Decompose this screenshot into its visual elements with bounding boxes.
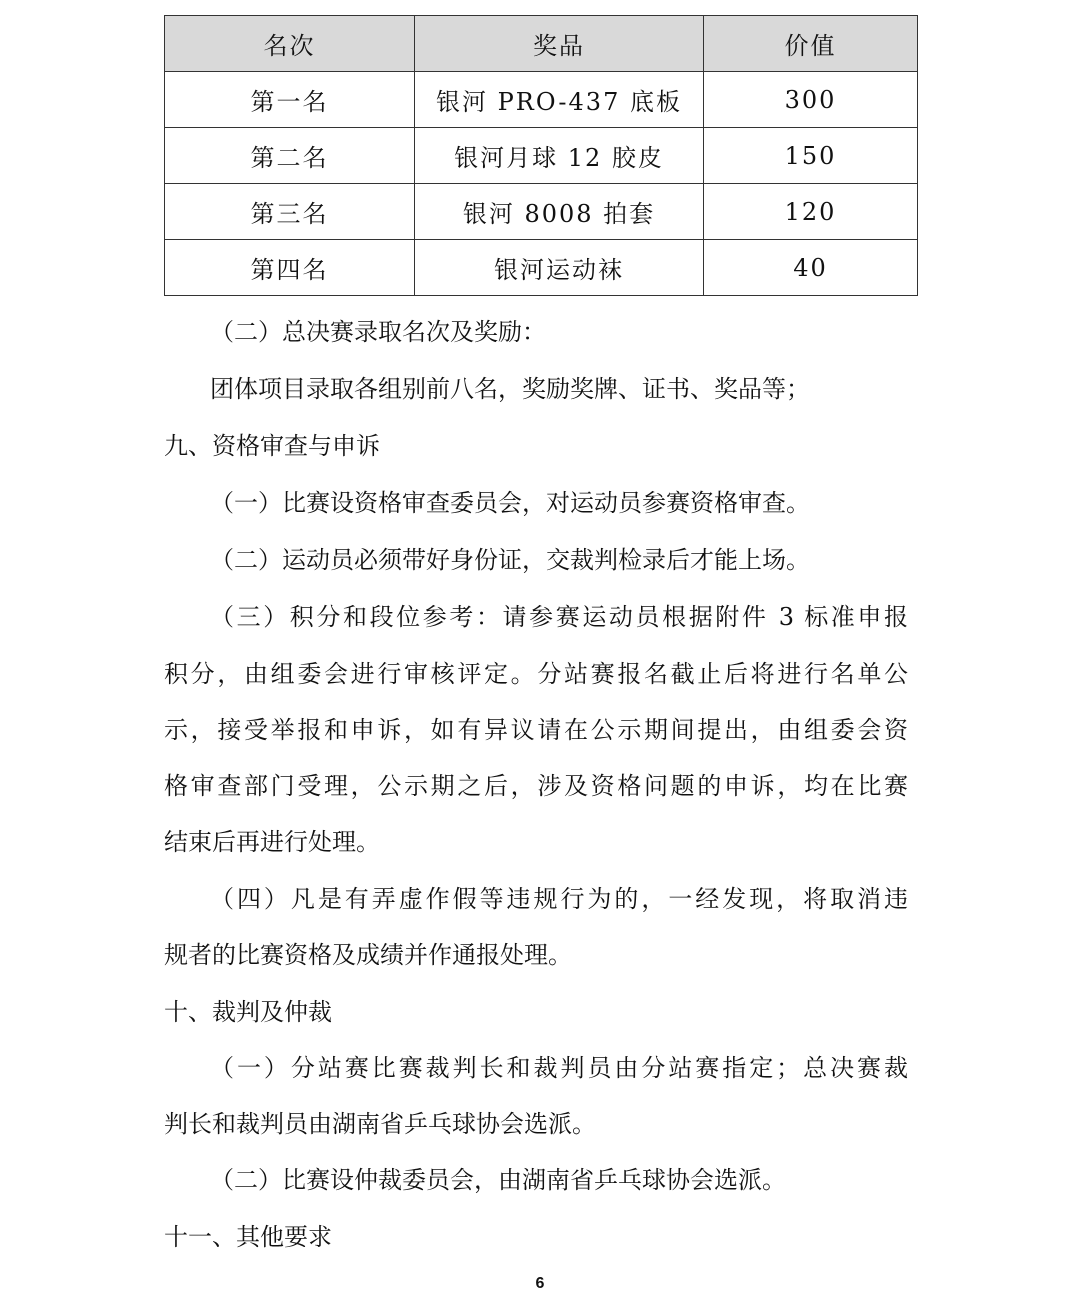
section-heading-9: 九、资格审查与申诉 <box>164 432 380 460</box>
header-prize: 奖品 <box>415 16 704 72</box>
section-heading-10: 十、裁判及仲裁 <box>164 998 332 1026</box>
paragraph-points-line-4: 格审查部门受理，公示期之后，涉及资格问题的申诉，均在比赛 <box>164 772 908 800</box>
cell-prize: 银河 8008 拍套 <box>415 184 704 240</box>
cell-prize: 银河 PRO-437 底板 <box>415 72 704 128</box>
cell-prize: 银河运动袜 <box>415 240 704 296</box>
paragraph-points-line-5: 结束后再进行处理。 <box>164 828 380 856</box>
paragraph-arbitration: （二）比赛设仲裁委员会，由湖南省乒乓球协会选派。 <box>210 1166 786 1194</box>
table-row <box>165 184 918 240</box>
paragraph-points-line-1: （三）积分和段位参考：请参赛运动员根据附件 3 标准申报 <box>210 603 908 631</box>
prize-table <box>164 15 918 296</box>
cell-rank: 第三名 <box>165 184 415 240</box>
paragraph-points-line-2: 积分，由组委会进行审核评定。分站赛报名截止后将进行名单公 <box>164 660 908 688</box>
paragraph-qualification-committee: （一）比赛设资格审查委员会，对运动员参赛资格审查。 <box>210 489 810 517</box>
cell-rank: 第二名 <box>165 128 415 184</box>
cell-rank: 第一名 <box>165 72 415 128</box>
paragraph-referees-line-1: （一）分站赛比赛裁判长和裁判员由分站赛指定；总决赛裁 <box>210 1054 908 1082</box>
paragraph-referees-line-2: 判长和裁判员由湖南省乒乓球协会选派。 <box>164 1110 596 1138</box>
table-row <box>165 128 918 184</box>
table-header-row <box>165 16 918 72</box>
paragraph-id-requirement: （二）运动员必须带好身份证，交裁判检录后才能上场。 <box>210 546 810 574</box>
cell-value: 300 <box>704 72 918 128</box>
paragraph-team-awards: 团体项目录取各组别前八名，奖励奖牌、证书、奖品等； <box>210 375 810 403</box>
section-heading-11: 十一、其他要求 <box>164 1223 332 1251</box>
table-row <box>165 72 918 128</box>
paragraph-fraud-line-2: 规者的比赛资格及成绩并作通报处理。 <box>164 941 572 969</box>
paragraph-points-line-3: 示，接受举报和申诉，如有异议请在公示期间提出，由组委会资 <box>164 716 908 744</box>
page-number: 6 <box>535 1275 545 1292</box>
cell-prize: 银河月球 12 胶皮 <box>415 128 704 184</box>
cell-value: 120 <box>704 184 918 240</box>
paragraph-fraud-line-1: （四）凡是有弄虚作假等违规行为的，一经发现，将取消违 <box>210 885 908 913</box>
cell-rank: 第四名 <box>165 240 415 296</box>
paragraph-final-ranking: （二）总决赛录取名次及奖励： <box>210 318 546 346</box>
cell-value: 150 <box>704 128 918 184</box>
header-value: 价值 <box>704 16 918 72</box>
table-row <box>165 240 918 296</box>
cell-value: 40 <box>704 240 918 296</box>
header-rank: 名次 <box>165 16 415 72</box>
